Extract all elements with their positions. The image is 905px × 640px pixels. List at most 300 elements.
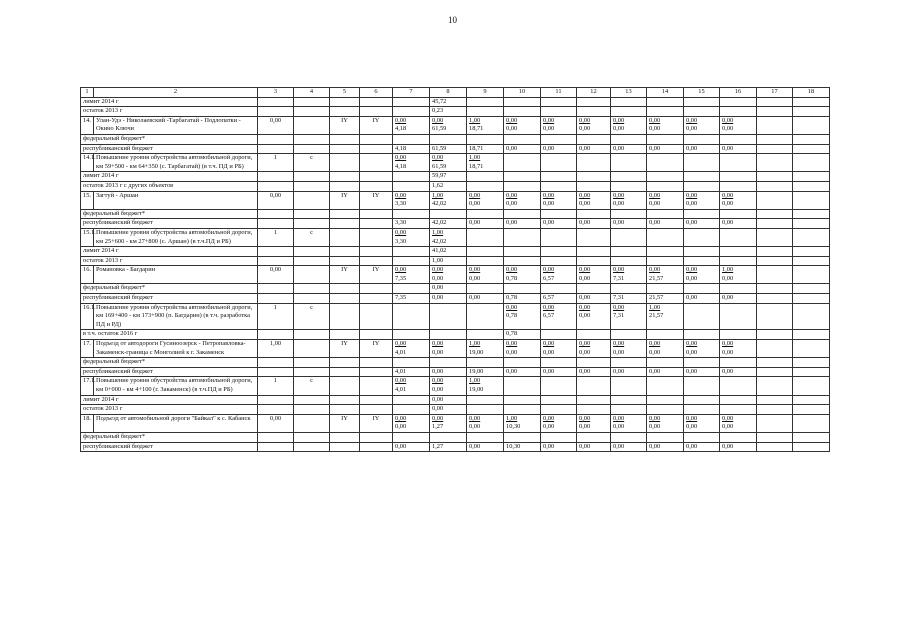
cell-value: 0,00	[395, 423, 407, 431]
row-label: остаток 2013 г	[81, 405, 258, 415]
cell-col-6	[360, 154, 393, 172]
detail-row	[81, 107, 830, 117]
cell-col-6	[360, 209, 393, 219]
cell-value-top: 0,00	[613, 340, 625, 348]
cell-value: 3,30	[395, 237, 407, 245]
cell-col-4	[294, 284, 330, 294]
column-header: 12	[577, 88, 611, 98]
cell-col-18	[793, 256, 830, 266]
cell-col-6	[360, 144, 393, 154]
cell-col-10	[504, 377, 541, 395]
cell-value-top: 0,00	[613, 116, 625, 124]
cell-col-8	[430, 432, 467, 442]
cell-value: 61,59	[432, 162, 447, 170]
cell-col-18	[793, 294, 830, 304]
cell-col-8: 1,27	[430, 442, 467, 452]
column-header-row	[81, 88, 830, 98]
row-label: федеральный бюджет*	[81, 134, 258, 144]
cell-col-17	[757, 172, 793, 182]
cell-col-12	[577, 134, 611, 144]
cell-col-10: 0,78	[504, 330, 541, 340]
cell-value: 19,00	[469, 386, 484, 393]
cell-col-11	[541, 134, 577, 144]
detail-row	[81, 172, 830, 182]
cell-col-3	[258, 219, 294, 229]
cell-value-top: 0,00	[395, 377, 407, 385]
cell-value: 0,00	[722, 348, 734, 356]
cell-col-14: 0,00	[647, 442, 684, 452]
cell-col-13	[611, 228, 647, 246]
cell-value-top: 0,00	[686, 191, 698, 199]
cell-col-5	[330, 395, 360, 405]
cell-col-10	[504, 266, 541, 284]
cell-col-8: 0,00	[430, 284, 467, 294]
detail-row	[81, 442, 830, 452]
row-label: федеральный бюджет*	[81, 209, 258, 219]
cell-col-16	[720, 330, 757, 340]
cell-col-15: 0,00	[684, 294, 720, 304]
cell-col-11	[541, 432, 577, 442]
cell-col-9	[467, 330, 504, 340]
cell-col-10	[504, 340, 541, 358]
cell-col-4: с	[294, 228, 330, 246]
cell-col-18	[793, 330, 830, 340]
cell-col-8	[430, 209, 467, 219]
cell-col-5	[330, 367, 360, 377]
cell-col-4	[294, 256, 330, 266]
cell-col-6	[360, 97, 393, 107]
cell-col-9	[467, 97, 504, 107]
detail-row	[81, 134, 830, 144]
cell-col-18	[793, 247, 830, 257]
cell-col-17	[757, 228, 793, 246]
object-row	[81, 377, 830, 395]
cell-value: 0,00	[722, 125, 734, 133]
cell-col-9	[467, 107, 504, 117]
row-label: республиканский бюджет	[81, 219, 258, 229]
cell-col-16	[720, 172, 757, 182]
cell-col-17	[757, 209, 793, 219]
cell-col-7	[393, 107, 430, 117]
cell-col-15: 0,00	[684, 442, 720, 452]
cell-col-17	[757, 181, 793, 191]
cell-col-13	[611, 209, 647, 219]
cell-col-6	[360, 405, 393, 415]
cell-col-9: 0,00	[467, 294, 504, 304]
cell-col-6: IY	[360, 414, 393, 432]
cell-col-17	[757, 340, 793, 358]
cell-col-17	[757, 97, 793, 107]
cell-col-5	[330, 284, 360, 294]
cell-value: 21,57	[649, 274, 664, 282]
cell-value-top: 0,00	[722, 414, 734, 422]
cell-col-9: 19,00	[467, 367, 504, 377]
cell-col-7	[393, 134, 430, 144]
cell-value-top: 1,00	[469, 154, 481, 162]
cell-col-12	[577, 414, 611, 432]
cell-value: 0,00	[579, 274, 591, 282]
row-label: лимит 2014 г	[81, 395, 258, 405]
cell-col-8	[430, 340, 467, 358]
cell-col-14	[647, 107, 684, 117]
cell-value: 0,00	[579, 348, 591, 356]
cell-col-15	[684, 228, 720, 246]
row-number: 15.	[81, 191, 94, 209]
cell-col-10	[504, 191, 541, 209]
cell-col-16	[720, 154, 757, 172]
cell-value-top: 0,00	[506, 191, 518, 199]
cell-value: 0,00	[649, 423, 661, 431]
cell-value: 18,71	[469, 125, 484, 133]
cell-value: 0,00	[686, 274, 698, 282]
cell-col-3: 1	[258, 228, 294, 246]
cell-col-10	[504, 405, 541, 415]
cell-col-4	[294, 191, 330, 209]
cell-col-3	[258, 442, 294, 452]
cell-value-top: 0,00	[686, 414, 698, 422]
cell-col-13: 7,31	[611, 294, 647, 304]
cell-value: 0,00	[686, 200, 698, 208]
cell-col-14	[647, 191, 684, 209]
cell-col-7	[393, 395, 430, 405]
object-row	[81, 266, 830, 284]
cell-value-top: 0,00	[613, 414, 625, 422]
cell-col-15	[684, 181, 720, 191]
cell-col-8: 45,72	[430, 97, 467, 107]
cell-col-6: IY	[360, 191, 393, 209]
cell-col-15	[684, 97, 720, 107]
cell-col-12	[577, 154, 611, 172]
cell-col-8: 0,00	[430, 395, 467, 405]
cell-col-11: 0,00	[541, 442, 577, 452]
cell-col-16	[720, 181, 757, 191]
cell-col-15	[684, 209, 720, 219]
cell-col-4	[294, 367, 330, 377]
cell-col-13	[611, 116, 647, 134]
cell-col-9: 0,00	[467, 442, 504, 452]
cell-col-5	[330, 330, 360, 340]
cell-value-top: 0,00	[649, 340, 661, 348]
cell-value: 0,00	[543, 348, 555, 356]
cell-value: 4,18	[395, 125, 407, 133]
row-label: лимит 2014 г	[81, 172, 258, 182]
cell-col-8: 0,00	[430, 405, 467, 415]
cell-col-12	[577, 284, 611, 294]
cell-col-6	[360, 247, 393, 257]
cell-col-6	[360, 377, 393, 395]
cell-value: 4,01	[395, 348, 407, 356]
cell-col-14	[647, 340, 684, 358]
cell-col-14	[647, 172, 684, 182]
row-number: 15.1.	[81, 228, 94, 246]
cell-col-6	[360, 303, 393, 330]
column-header: 11	[541, 88, 577, 98]
cell-col-9	[467, 432, 504, 442]
cell-col-9	[467, 303, 504, 330]
cell-col-3	[258, 181, 294, 191]
cell-col-17	[757, 116, 793, 134]
cell-col-5: IY	[330, 266, 360, 284]
cell-col-12	[577, 358, 611, 368]
cell-col-17	[757, 442, 793, 452]
cell-col-6	[360, 256, 393, 266]
cell-col-18	[793, 134, 830, 144]
cell-col-7: 7,35	[393, 294, 430, 304]
cell-col-10	[504, 432, 541, 442]
cell-col-16	[720, 414, 757, 432]
cell-value: 0,00	[579, 125, 591, 133]
page-number: 10	[448, 15, 457, 25]
cell-col-16	[720, 432, 757, 442]
cell-col-12	[577, 181, 611, 191]
cell-col-18	[793, 228, 830, 246]
cell-col-5	[330, 247, 360, 257]
object-row	[81, 154, 830, 172]
cell-col-11: 0,00	[541, 367, 577, 377]
cell-col-3: 0,00	[258, 116, 294, 134]
cell-col-8: 0,23	[430, 107, 467, 117]
cell-value: 0,00	[543, 200, 555, 208]
cell-col-10	[504, 247, 541, 257]
cell-col-10	[504, 181, 541, 191]
cell-value: 6,57	[543, 274, 555, 282]
cell-col-9	[467, 116, 504, 134]
cell-col-8: 0,00	[430, 367, 467, 377]
cell-col-5	[330, 303, 360, 330]
cell-value-top: 0,00	[649, 191, 661, 199]
cell-col-16: 0,00	[720, 367, 757, 377]
cell-col-16	[720, 266, 757, 284]
cell-col-13	[611, 284, 647, 294]
cell-col-3	[258, 330, 294, 340]
cell-col-15	[684, 358, 720, 368]
cell-value: 1,27	[432, 423, 444, 431]
cell-col-12	[577, 209, 611, 219]
cell-col-9: 18,71	[467, 144, 504, 154]
cell-col-15	[684, 134, 720, 144]
cell-col-13	[611, 97, 647, 107]
cell-col-6: IY	[360, 340, 393, 358]
cell-col-12	[577, 191, 611, 209]
cell-col-15	[684, 256, 720, 266]
cell-value: 0,00	[506, 125, 518, 133]
cell-col-11	[541, 256, 577, 266]
row-label: республиканский бюджет	[81, 367, 258, 377]
detail-row	[81, 219, 830, 229]
row-label: лимит 2014 г	[81, 247, 258, 257]
cell-col-13	[611, 266, 647, 284]
cell-col-7: 0,00	[393, 442, 430, 452]
cell-value: 0,00	[543, 423, 555, 431]
cell-col-11	[541, 116, 577, 134]
cell-value-top: 0,00	[686, 116, 698, 124]
cell-col-5: IY	[330, 116, 360, 134]
column-header: 7	[393, 88, 430, 98]
cell-col-11	[541, 405, 577, 415]
cell-col-17	[757, 303, 793, 330]
cell-col-8	[430, 228, 467, 246]
cell-value: 0,00	[686, 348, 698, 356]
cell-col-5	[330, 134, 360, 144]
cell-col-14	[647, 405, 684, 415]
cell-col-15	[684, 247, 720, 257]
cell-col-13	[611, 330, 647, 340]
cell-col-16	[720, 209, 757, 219]
cell-value-top: 0,00	[432, 340, 444, 348]
column-header: 14	[647, 88, 684, 98]
detail-row	[81, 256, 830, 266]
detail-row	[81, 432, 830, 442]
cell-col-9	[467, 247, 504, 257]
cell-col-12	[577, 303, 611, 330]
cell-value: 0,00	[469, 423, 481, 431]
cell-col-8: 1,62	[430, 181, 467, 191]
cell-col-16	[720, 284, 757, 294]
cell-col-12	[577, 107, 611, 117]
column-header: 2	[94, 88, 258, 98]
cell-value: 0,00	[432, 274, 444, 282]
cell-value-top: 0,00	[432, 414, 444, 422]
cell-col-15: 0,00	[684, 367, 720, 377]
cell-col-10	[504, 107, 541, 117]
cell-col-6	[360, 172, 393, 182]
cell-value-top: 0,00	[395, 266, 407, 274]
cell-col-9	[467, 256, 504, 266]
cell-col-3	[258, 405, 294, 415]
cell-col-9	[467, 228, 504, 246]
cell-col-14	[647, 209, 684, 219]
cell-col-7	[393, 97, 430, 107]
cell-col-11	[541, 330, 577, 340]
detail-row	[81, 294, 830, 304]
cell-col-4	[294, 247, 330, 257]
cell-value: 61,59	[432, 125, 447, 133]
cell-value-top: 1,00	[432, 191, 444, 199]
row-label: федеральный бюджет*	[81, 358, 258, 368]
cell-col-12	[577, 256, 611, 266]
cell-col-7	[393, 116, 430, 134]
cell-col-10	[504, 116, 541, 134]
cell-col-3	[258, 432, 294, 442]
detail-row	[81, 247, 830, 257]
cell-col-6	[360, 367, 393, 377]
cell-value: 0,00	[649, 125, 661, 133]
cell-value: 0,00	[722, 423, 734, 431]
cell-col-18	[793, 442, 830, 452]
cell-col-6	[360, 330, 393, 340]
cell-col-11	[541, 181, 577, 191]
object-name: Повышение уровня обустройства автомобильной дороги, км 169+400 - км 173+900 (п. Багдарин) (в т.ч. разработка ПД и РД)	[94, 303, 258, 330]
cell-value-top: 0,00	[506, 303, 518, 311]
column-header: 13	[611, 88, 647, 98]
cell-value-top: 0,00	[579, 414, 591, 422]
cell-value-top: 0,00	[506, 116, 518, 124]
cell-col-3: 0,00	[258, 266, 294, 284]
cell-col-18	[793, 395, 830, 405]
cell-col-13	[611, 154, 647, 172]
cell-value: 21,57	[649, 312, 664, 320]
cell-col-7	[393, 405, 430, 415]
cell-col-3	[258, 284, 294, 294]
cell-col-18	[793, 432, 830, 442]
cell-col-4	[294, 442, 330, 452]
cell-col-10	[504, 303, 541, 330]
cell-col-3	[258, 97, 294, 107]
cell-col-4	[294, 172, 330, 182]
cell-col-16	[720, 247, 757, 257]
cell-value-top: 0,00	[395, 116, 407, 124]
cell-col-14: 21,57	[647, 294, 684, 304]
cell-col-11	[541, 228, 577, 246]
cell-col-18	[793, 154, 830, 172]
cell-col-18	[793, 191, 830, 209]
cell-value: 19,00	[469, 348, 484, 356]
cell-col-16	[720, 228, 757, 246]
cell-value-top: 0,00	[649, 414, 661, 422]
cell-col-4	[294, 209, 330, 219]
cell-col-4	[294, 414, 330, 432]
cell-value: 0,00	[613, 200, 625, 208]
cell-col-18	[793, 144, 830, 154]
cell-col-6	[360, 442, 393, 452]
column-header: 6	[360, 88, 393, 98]
cell-col-16	[720, 256, 757, 266]
cell-col-6	[360, 181, 393, 191]
cell-col-10	[504, 228, 541, 246]
cell-col-5	[330, 405, 360, 415]
cell-col-15	[684, 405, 720, 415]
object-row	[81, 340, 830, 358]
cell-value: 0,00	[686, 125, 698, 133]
detail-row	[81, 395, 830, 405]
cell-col-3	[258, 247, 294, 257]
cell-col-5: IY	[330, 414, 360, 432]
cell-col-12	[577, 266, 611, 284]
cell-col-7	[393, 303, 430, 330]
cell-value: 7,31	[613, 312, 625, 320]
cell-value: 0,00	[506, 348, 518, 356]
cell-col-13	[611, 395, 647, 405]
cell-col-11	[541, 358, 577, 368]
cell-col-10	[504, 172, 541, 182]
cell-col-15	[684, 154, 720, 172]
cell-value: 42,02	[432, 200, 447, 208]
cell-col-8	[430, 330, 467, 340]
cell-value-top: 0,00	[722, 191, 734, 199]
column-header: 15	[684, 88, 720, 98]
cell-col-8	[430, 414, 467, 432]
cell-value-top: 0,00	[686, 266, 698, 274]
cell-col-15	[684, 284, 720, 294]
cell-col-10: 0,78	[504, 294, 541, 304]
cell-value-top: 0,00	[579, 303, 591, 311]
cell-col-10	[504, 358, 541, 368]
cell-col-7	[393, 247, 430, 257]
cell-col-4	[294, 358, 330, 368]
row-number: 18.	[81, 414, 94, 432]
cell-value-top: 0,00	[686, 340, 698, 348]
cell-col-12: 0,00	[577, 442, 611, 452]
cell-col-6: IY	[360, 116, 393, 134]
cell-col-4	[294, 432, 330, 442]
cell-value-top: 0,00	[543, 266, 555, 274]
cell-value: 0,00	[722, 200, 734, 208]
cell-value-top: 0,00	[543, 303, 555, 311]
cell-col-6	[360, 395, 393, 405]
cell-value-top: 1,00	[722, 266, 734, 274]
detail-row	[81, 209, 830, 219]
cell-col-7: 4,18	[393, 144, 430, 154]
